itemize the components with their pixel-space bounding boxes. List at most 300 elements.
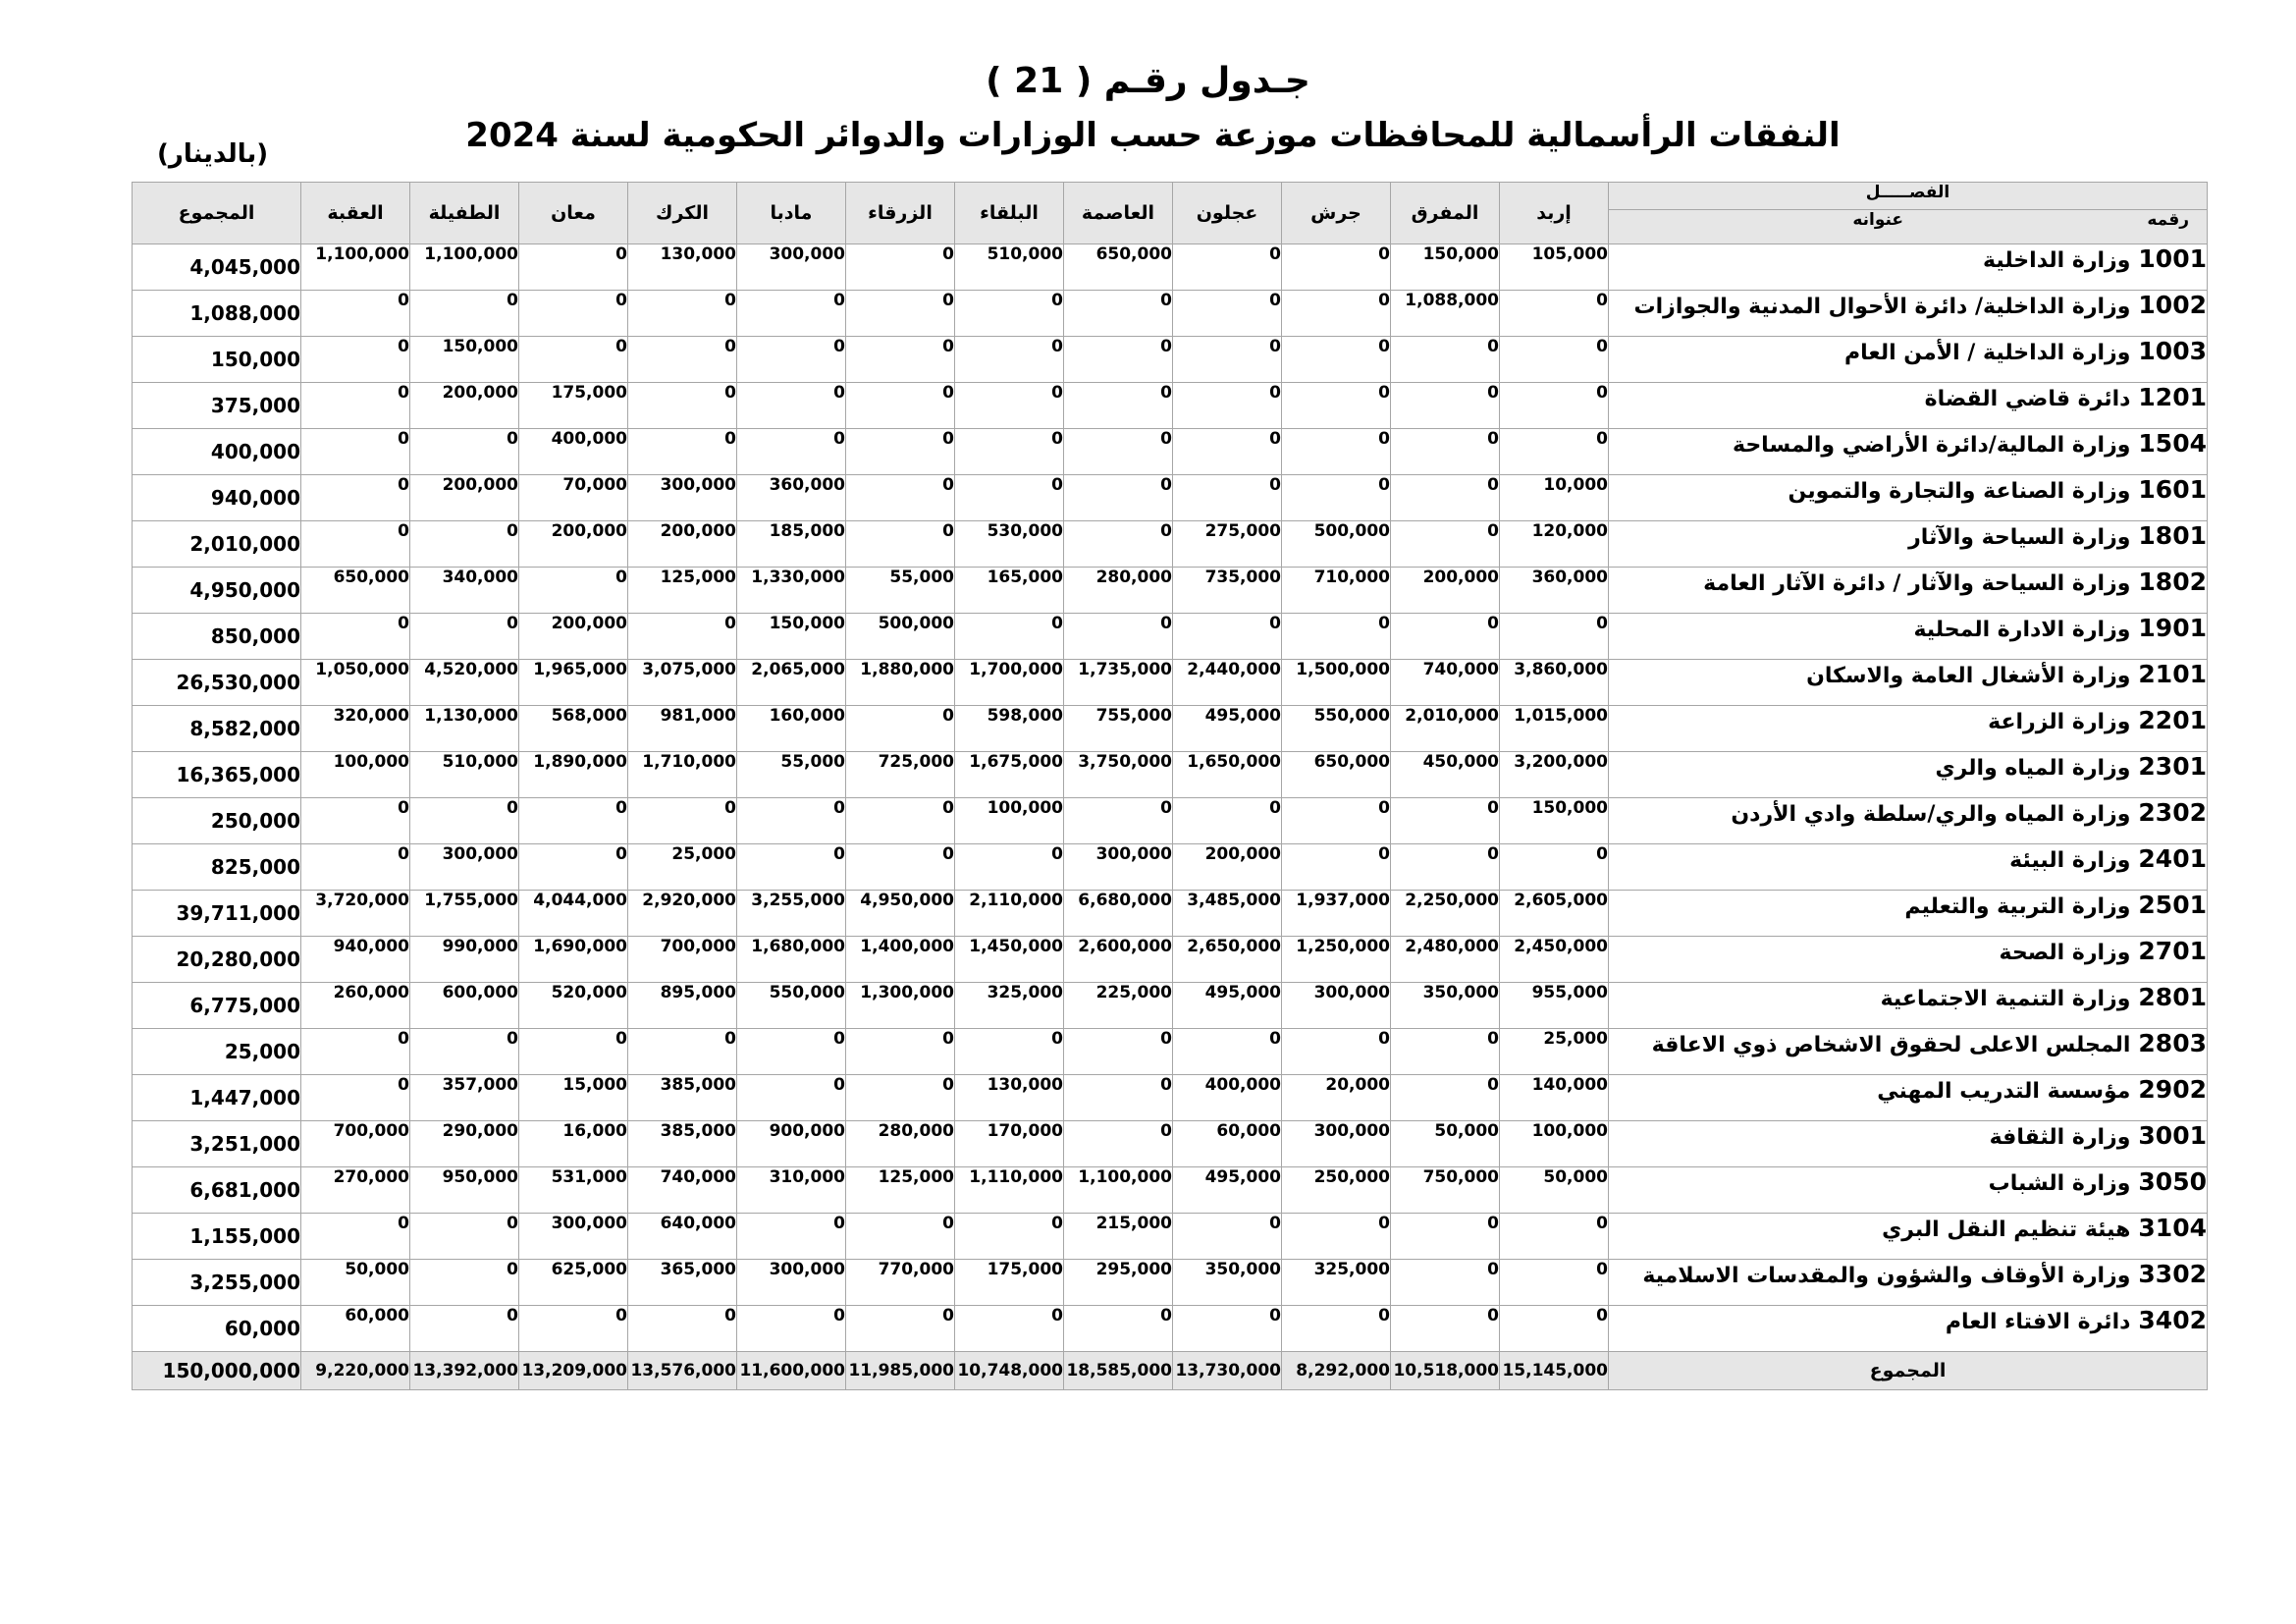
table-row	[133, 291, 2208, 337]
row-total-cell: 26,530,000	[133, 660, 301, 706]
chapter-cell	[1609, 1075, 2208, 1121]
amount-cell: 650,000	[1064, 244, 1173, 291]
amount-cell: 325,000	[955, 983, 1064, 1029]
chapter-code: 3050	[2138, 1167, 2207, 1196]
amount-cell: 2,450,000	[1500, 937, 1609, 983]
amount-cell: 740,000	[628, 1167, 737, 1214]
amount-cell: 1,890,000	[519, 752, 628, 798]
amount-cell: 450,000	[1391, 752, 1500, 798]
grand-total-label: المجموع	[1609, 1352, 2208, 1390]
title-header-label: عنوانه	[1852, 210, 1904, 230]
amount-cell: 360,000	[1500, 568, 1609, 614]
amount-cell: 0	[1282, 1214, 1391, 1260]
amount-cell: 50,000	[301, 1260, 410, 1306]
amount-cell: 0	[1064, 429, 1173, 475]
amount-cell: 10,000	[1500, 475, 1609, 521]
amount-cell: 350,000	[1391, 983, 1500, 1029]
chapter-cell	[1609, 429, 2208, 475]
amount-cell: 275,000	[1173, 521, 1282, 568]
amount-cell: 0	[955, 614, 1064, 660]
chapter-code: 1801	[2138, 521, 2207, 550]
amount-cell: 3,720,000	[301, 891, 410, 937]
chapter-name: وزارة التربية والتعليم	[1904, 894, 2131, 919]
amount-cell: 0	[846, 706, 955, 752]
title-text: النفقات الرأسمالية للمحافظات موزعة حسب الوزارات والدوائر الحكومية لسنة	[569, 116, 1841, 155]
amount-cell: 55,000	[846, 568, 955, 614]
row-total-cell: 250,000	[133, 798, 301, 844]
amount-cell: 0	[737, 337, 846, 383]
amount-cell: 150,000	[410, 337, 519, 383]
table-row	[133, 844, 2208, 891]
table-row	[133, 383, 2208, 429]
governorate-header: معان	[519, 183, 628, 244]
governorate-header: إربد	[1500, 183, 1609, 244]
amount-cell: 0	[519, 1306, 628, 1352]
amount-cell: 0	[301, 798, 410, 844]
amount-cell: 0	[1391, 1306, 1500, 1352]
amount-cell: 0	[410, 1029, 519, 1075]
amount-cell: 700,000	[628, 937, 737, 983]
amount-cell: 0	[1173, 291, 1282, 337]
amount-cell: 4,044,000	[519, 891, 628, 937]
amount-cell: 175,000	[519, 383, 628, 429]
amount-cell: 0	[1391, 1214, 1500, 1260]
amount-cell: 495,000	[1173, 706, 1282, 752]
amount-cell: 1,100,000	[1064, 1167, 1173, 1214]
amount-cell: 300,000	[519, 1214, 628, 1260]
row-total-cell: 25,000	[133, 1029, 301, 1075]
chapter-cell	[1609, 475, 2208, 521]
amount-cell: 0	[1500, 429, 1609, 475]
amount-cell: 0	[410, 614, 519, 660]
chapter-code: 2701	[2138, 937, 2207, 965]
amount-cell: 2,440,000	[1173, 660, 1282, 706]
amount-cell: 2,650,000	[1173, 937, 1282, 983]
amount-cell: 0	[955, 337, 1064, 383]
amount-cell: 0	[1282, 1306, 1391, 1352]
amount-cell: 0	[846, 337, 955, 383]
amount-cell: 0	[737, 1029, 846, 1075]
amount-cell: 0	[846, 1075, 955, 1121]
governorate-total-cell: 9,220,000	[301, 1352, 410, 1390]
currency-unit-label: (بالدينار)	[157, 139, 269, 169]
amount-cell: 940,000	[301, 937, 410, 983]
amount-cell: 0	[1173, 1214, 1282, 1260]
amount-cell: 0	[1500, 383, 1609, 429]
amount-cell: 0	[1064, 383, 1173, 429]
amount-cell: 895,000	[628, 983, 737, 1029]
amount-cell: 0	[301, 429, 410, 475]
table-row	[133, 244, 2208, 291]
amount-cell: 70,000	[519, 475, 628, 521]
amount-cell: 0	[1064, 1075, 1173, 1121]
amount-cell: 750,000	[1391, 1167, 1500, 1214]
amount-cell: 0	[846, 475, 955, 521]
amount-cell: 15,000	[519, 1075, 628, 1121]
amount-cell: 100,000	[301, 752, 410, 798]
amount-cell: 4,520,000	[410, 660, 519, 706]
chapter-cell	[1609, 291, 2208, 337]
amount-cell: 300,000	[737, 244, 846, 291]
amount-cell: 0	[628, 1306, 737, 1352]
chapter-name: وزارة الادارة المحلية	[1913, 618, 2131, 642]
amount-cell: 0	[1173, 614, 1282, 660]
chapter-code: 2401	[2138, 844, 2207, 873]
amount-cell: 3,485,000	[1173, 891, 1282, 937]
amount-cell: 0	[846, 291, 955, 337]
governorate-header: العقبة	[301, 183, 410, 244]
amount-cell: 755,000	[1064, 706, 1173, 752]
amount-cell: 0	[1391, 1029, 1500, 1075]
amount-cell: 0	[1391, 383, 1500, 429]
row-total-cell: 2,010,000	[133, 521, 301, 568]
amount-cell: 0	[846, 844, 955, 891]
table-row	[133, 937, 2208, 983]
amount-cell: 0	[1064, 291, 1173, 337]
grand-total-row	[133, 1352, 2208, 1390]
amount-cell: 3,075,000	[628, 660, 737, 706]
amount-cell: 0	[846, 429, 955, 475]
amount-cell: 950,000	[410, 1167, 519, 1214]
governorate-header: الطفيلة	[410, 183, 519, 244]
governorate-total-cell: 15,145,000	[1500, 1352, 1609, 1390]
amount-cell: 300,000	[1064, 844, 1173, 891]
governorate-header: العاصمة	[1064, 183, 1173, 244]
amount-cell: 365,000	[628, 1260, 737, 1306]
amount-cell: 0	[1500, 291, 1609, 337]
row-total-cell: 20,280,000	[133, 937, 301, 983]
amount-cell: 650,000	[301, 568, 410, 614]
chapter-name: وزارة الزراعة	[1988, 710, 2131, 734]
amount-cell: 200,000	[628, 521, 737, 568]
chapter-cell	[1609, 1167, 2208, 1214]
chapter-cell	[1609, 983, 2208, 1029]
amount-cell: 990,000	[410, 937, 519, 983]
row-total-cell: 400,000	[133, 429, 301, 475]
amount-cell: 0	[301, 1214, 410, 1260]
amount-cell: 1,755,000	[410, 891, 519, 937]
amount-cell: 955,000	[1500, 983, 1609, 1029]
amount-cell: 0	[519, 844, 628, 891]
chapter-code: 2803	[2138, 1029, 2207, 1057]
amount-cell: 0	[1500, 1214, 1609, 1260]
amount-cell: 510,000	[410, 752, 519, 798]
amount-cell: 3,750,000	[1064, 752, 1173, 798]
amount-cell: 1,400,000	[846, 937, 955, 983]
chapter-code: 1003	[2138, 337, 2207, 365]
table-row	[133, 798, 2208, 844]
amount-cell: 2,010,000	[1391, 706, 1500, 752]
amount-cell: 0	[628, 383, 737, 429]
row-total-cell: 8,582,000	[133, 706, 301, 752]
amount-cell: 295,000	[1064, 1260, 1173, 1306]
chapter-name: وزارة السياحة والآثار / دائرة الآثار العامة	[1703, 571, 2131, 596]
amount-cell: 310,000	[737, 1167, 846, 1214]
amount-cell: 0	[301, 337, 410, 383]
amount-cell: 1,250,000	[1282, 937, 1391, 983]
amount-cell: 0	[628, 429, 737, 475]
row-total-cell: 150,000	[133, 337, 301, 383]
amount-cell: 130,000	[628, 244, 737, 291]
amount-cell: 640,000	[628, 1214, 737, 1260]
governorate-total-cell: 13,730,000	[1173, 1352, 1282, 1390]
amount-cell: 0	[846, 798, 955, 844]
amount-cell: 0	[1391, 798, 1500, 844]
table-row	[133, 568, 2208, 614]
chapter-code: 1901	[2138, 614, 2207, 642]
amount-cell: 0	[1282, 337, 1391, 383]
chapter-name: وزارة المياه والري/سلطة وادي الأردن	[1731, 802, 2131, 827]
amount-cell: 0	[737, 1214, 846, 1260]
amount-cell: 500,000	[1282, 521, 1391, 568]
amount-cell: 0	[1500, 844, 1609, 891]
chapter-name: وزارة الصناعة والتجارة والتموين	[1788, 479, 2131, 504]
amount-cell: 270,000	[301, 1167, 410, 1214]
chapter-code: 2301	[2138, 752, 2207, 781]
amount-cell: 0	[410, 1260, 519, 1306]
amount-cell: 300,000	[737, 1260, 846, 1306]
chapter-name: وزارة البيئة	[2009, 848, 2131, 873]
amount-cell: 0	[1064, 521, 1173, 568]
amount-cell: 55,000	[737, 752, 846, 798]
governorate-total-cell: 13,209,000	[519, 1352, 628, 1390]
amount-cell: 0	[955, 429, 1064, 475]
section-header-label: الفصـــــل	[1865, 183, 1950, 202]
chapter-code: 2201	[2138, 706, 2207, 734]
amount-cell: 1,088,000	[1391, 291, 1500, 337]
amount-cell: 0	[1282, 798, 1391, 844]
amount-cell: 4,950,000	[846, 891, 955, 937]
chapter-code: 3001	[2138, 1121, 2207, 1150]
amount-cell: 0	[1173, 383, 1282, 429]
amount-cell: 140,000	[1500, 1075, 1609, 1121]
amount-cell: 1,015,000	[1500, 706, 1609, 752]
amount-cell: 0	[301, 844, 410, 891]
amount-cell: 0	[1282, 291, 1391, 337]
amount-cell: 1,650,000	[1173, 752, 1282, 798]
amount-cell: 0	[410, 291, 519, 337]
amount-cell: 0	[1391, 521, 1500, 568]
amount-cell: 325,000	[1282, 1260, 1391, 1306]
amount-cell: 1,735,000	[1064, 660, 1173, 706]
amount-cell: 0	[301, 521, 410, 568]
amount-cell: 0	[1064, 1306, 1173, 1352]
amount-cell: 0	[955, 291, 1064, 337]
grand-total-cell: 150,000,000	[133, 1352, 301, 1390]
chapter-name: دائرة الافتاء العام	[1945, 1310, 2131, 1334]
chapter-cell	[1609, 937, 2208, 983]
chapter-cell	[1609, 798, 2208, 844]
chapter-cell	[1609, 1029, 2208, 1075]
chapter-name: هيئة تنظيم النقل البري	[1882, 1218, 2131, 1242]
amount-cell: 260,000	[301, 983, 410, 1029]
amount-cell: 0	[1282, 244, 1391, 291]
chapter-cell	[1609, 383, 2208, 429]
amount-cell: 0	[301, 383, 410, 429]
amount-cell: 0	[1173, 1029, 1282, 1075]
amount-cell: 1,050,000	[301, 660, 410, 706]
table-row	[133, 891, 2208, 937]
chapter-name: وزارة الداخلية	[1983, 248, 2131, 273]
amount-cell: 250,000	[1282, 1167, 1391, 1214]
table-row	[133, 660, 2208, 706]
amount-cell: 0	[1064, 1121, 1173, 1167]
amount-cell: 568,000	[519, 706, 628, 752]
chapter-code: 3104	[2138, 1214, 2207, 1242]
amount-cell: 120,000	[1500, 521, 1609, 568]
row-total-cell: 6,681,000	[133, 1167, 301, 1214]
amount-cell: 0	[628, 337, 737, 383]
chapter-cell	[1609, 752, 2208, 798]
table-row	[133, 429, 2208, 475]
amount-cell: 225,000	[1064, 983, 1173, 1029]
amount-cell: 0	[1500, 337, 1609, 383]
governorate-total-cell: 11,985,000	[846, 1352, 955, 1390]
amount-cell: 125,000	[628, 568, 737, 614]
chapter-cell	[1609, 844, 2208, 891]
chapter-cell	[1609, 1214, 2208, 1260]
amount-cell: 0	[1391, 1260, 1500, 1306]
amount-cell: 340,000	[410, 568, 519, 614]
amount-cell: 1,100,000	[301, 244, 410, 291]
row-total-cell: 375,000	[133, 383, 301, 429]
amount-cell: 0	[1282, 844, 1391, 891]
amount-cell: 400,000	[1173, 1075, 1282, 1121]
amount-cell: 495,000	[1173, 983, 1282, 1029]
amount-cell: 0	[737, 429, 846, 475]
capital-expenditure-table	[132, 182, 2208, 1390]
row-total-cell: 940,000	[133, 475, 301, 521]
amount-cell: 0	[628, 291, 737, 337]
amount-cell: 770,000	[846, 1260, 955, 1306]
amount-cell: 0	[1500, 1306, 1609, 1352]
amount-cell: 550,000	[737, 983, 846, 1029]
chapter-cell	[1609, 1306, 2208, 1352]
amount-cell: 0	[519, 244, 628, 291]
amount-cell: 100,000	[955, 798, 1064, 844]
amount-cell: 200,000	[410, 383, 519, 429]
amount-cell: 165,000	[955, 568, 1064, 614]
amount-cell: 170,000	[955, 1121, 1064, 1167]
amount-cell: 50,000	[1500, 1167, 1609, 1214]
amount-cell: 2,605,000	[1500, 891, 1609, 937]
amount-cell: 3,255,000	[737, 891, 846, 937]
chapter-name: وزارة الداخلية / الأمن العام	[1844, 341, 2131, 365]
total-column-header: المجموع	[133, 183, 301, 244]
amount-cell: 0	[1064, 798, 1173, 844]
row-total-cell: 3,251,000	[133, 1121, 301, 1167]
amount-cell: 0	[846, 1214, 955, 1260]
row-total-cell: 1,088,000	[133, 291, 301, 337]
amount-cell: 0	[519, 798, 628, 844]
amount-cell: 300,000	[410, 844, 519, 891]
title-year: 2024	[465, 116, 559, 155]
row-total-cell: 6,775,000	[133, 983, 301, 1029]
chapter-code: 2902	[2138, 1075, 2207, 1104]
table-row	[133, 337, 2208, 383]
amount-cell: 550,000	[1282, 706, 1391, 752]
amount-cell: 0	[1391, 429, 1500, 475]
amount-cell: 150,000	[1391, 244, 1500, 291]
amount-cell: 531,000	[519, 1167, 628, 1214]
governorate-header: مادبا	[737, 183, 846, 244]
amount-cell: 0	[1173, 475, 1282, 521]
amount-cell: 0	[955, 1306, 1064, 1352]
amount-cell: 60,000	[1173, 1121, 1282, 1167]
amount-cell: 105,000	[1500, 244, 1609, 291]
chapter-code: 3302	[2138, 1260, 2207, 1288]
table-row	[133, 983, 2208, 1029]
amount-cell: 0	[1500, 614, 1609, 660]
governorate-total-cell: 18,585,000	[1064, 1352, 1173, 1390]
table-row	[133, 1121, 2208, 1167]
section-subheader	[1609, 209, 2207, 244]
amount-cell: 0	[1173, 429, 1282, 475]
amount-cell: 0	[737, 1306, 846, 1352]
amount-cell: 2,480,000	[1391, 937, 1500, 983]
amount-cell: 60,000	[301, 1306, 410, 1352]
amount-cell: 1,100,000	[410, 244, 519, 291]
amount-cell: 740,000	[1391, 660, 1500, 706]
amount-cell: 0	[1064, 337, 1173, 383]
amount-cell: 0	[846, 1306, 955, 1352]
governorate-header: البلقاء	[955, 183, 1064, 244]
governorate-total-cell: 10,748,000	[955, 1352, 1064, 1390]
amount-cell: 0	[410, 798, 519, 844]
governorate-total-cell: 8,292,000	[1282, 1352, 1391, 1390]
amount-cell: 0	[410, 429, 519, 475]
amount-cell: 0	[955, 383, 1064, 429]
table-row	[133, 1029, 2208, 1075]
code-header-label: رقمه	[2147, 210, 2189, 230]
chapter-name: وزارة الأوقاف والشؤون والمقدسات الاسلامية	[1642, 1264, 2131, 1288]
amount-cell: 0	[410, 1306, 519, 1352]
amount-cell: 0	[628, 798, 737, 844]
amount-cell: 625,000	[519, 1260, 628, 1306]
amount-cell: 0	[628, 1029, 737, 1075]
chapter-cell	[1609, 337, 2208, 383]
amount-cell: 0	[846, 521, 955, 568]
amount-cell: 0	[955, 1214, 1064, 1260]
amount-cell: 200,000	[410, 475, 519, 521]
governorate-header: الزرقاء	[846, 183, 955, 244]
amount-cell: 0	[737, 798, 846, 844]
chapter-name: وزارة الثقافة	[1989, 1125, 2131, 1150]
amount-cell: 0	[1282, 383, 1391, 429]
amount-cell: 0	[1282, 429, 1391, 475]
amount-cell: 0	[519, 1029, 628, 1075]
amount-cell: 700,000	[301, 1121, 410, 1167]
chapter-cell	[1609, 891, 2208, 937]
amount-cell: 0	[955, 844, 1064, 891]
row-total-cell: 850,000	[133, 614, 301, 660]
amount-cell: 1,880,000	[846, 660, 955, 706]
chapter-cell	[1609, 1260, 2208, 1306]
amount-cell: 3,200,000	[1500, 752, 1609, 798]
chapter-name: وزارة المالية/دائرة الأراضي والمساحة	[1732, 433, 2131, 458]
chapter-name: وزارة الصحة	[1999, 941, 2131, 965]
amount-cell: 0	[301, 291, 410, 337]
amount-cell: 0	[301, 475, 410, 521]
amount-cell: 0	[1391, 475, 1500, 521]
amount-cell: 900,000	[737, 1121, 846, 1167]
amount-cell: 300,000	[628, 475, 737, 521]
amount-cell: 520,000	[519, 983, 628, 1029]
chapter-code: 2302	[2138, 798, 2207, 827]
table-row	[133, 1075, 2208, 1121]
amount-cell: 0	[519, 568, 628, 614]
amount-cell: 0	[737, 844, 846, 891]
